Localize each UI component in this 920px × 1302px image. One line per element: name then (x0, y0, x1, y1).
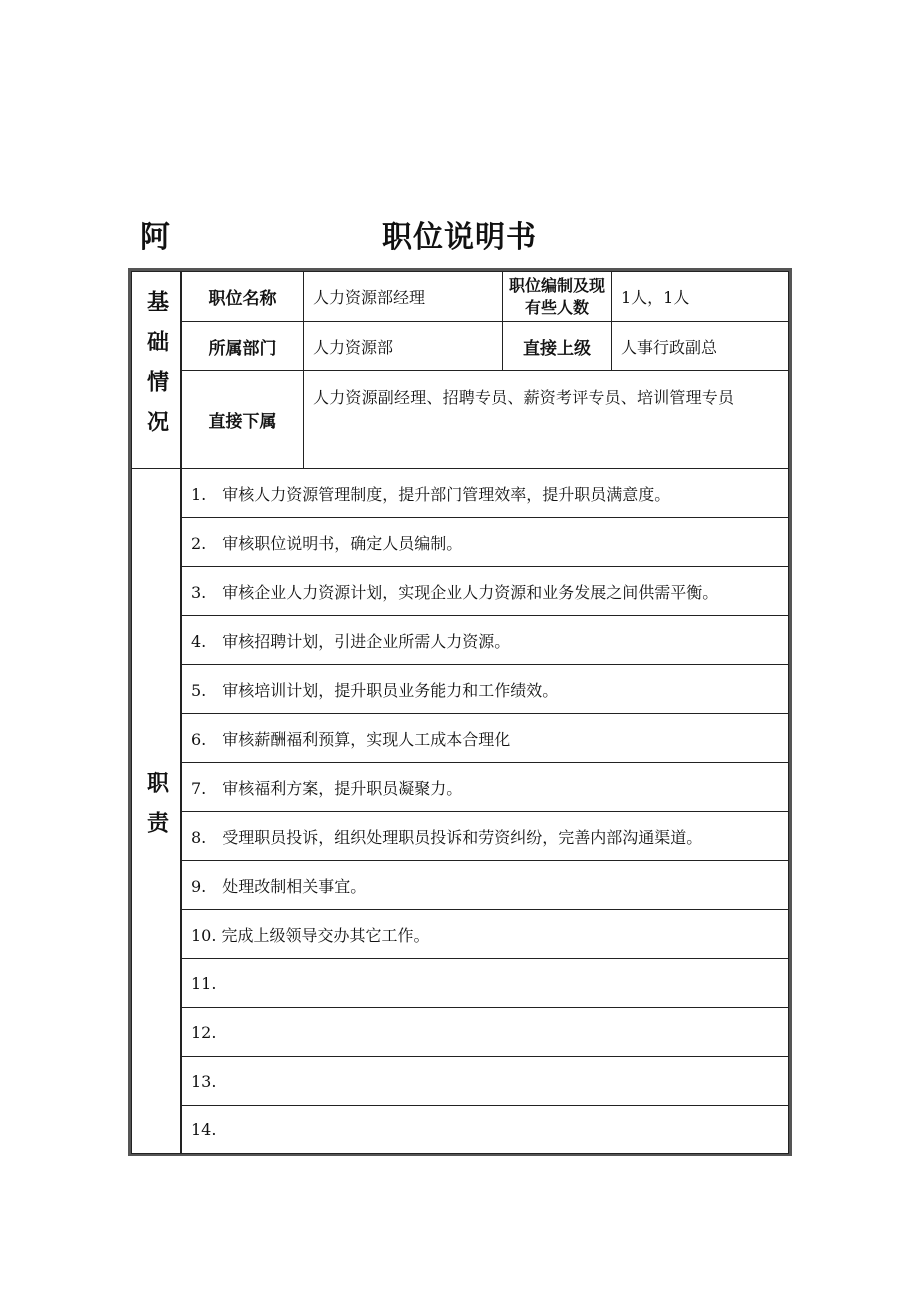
duty-item: 5. 审核培训计划，提升职员业务能力和工作绩效。 (181, 664, 789, 714)
duty-item: 14. (181, 1105, 789, 1154)
duty-item: 12. (181, 1007, 789, 1057)
duty-item: 9. 处理改制相关事宜。 (181, 860, 789, 910)
superior-value: 人事行政副总 (611, 321, 789, 371)
duty-item: 3. 审核企业人力资源计划，实现企业人力资源和业务发展之间供需平衡。 (181, 566, 789, 616)
headcount-value: 1人，1人 (611, 271, 789, 322)
duty-item: 4. 审核招聘计划，引进企业所需人力资源。 (181, 615, 789, 665)
subordinates-value: 人力资源副经理、招聘专员、薪资考评专员、培训管理专员 (303, 370, 789, 469)
basic-section-label: 基础情况 (131, 271, 181, 469)
duty-item: 6. 审核薪酬福利预算，实现人工成本合理化 (181, 713, 789, 763)
duty-item: 13. (181, 1056, 789, 1106)
duty-item: 2. 审核职位说明书，确定人员编制。 (181, 517, 789, 567)
duties-section-label: 职责 (131, 468, 181, 1154)
duty-item: 10. 完成上级领导交办其它工作。 (181, 909, 789, 959)
duty-item: 11. (181, 958, 789, 1008)
duty-item: 1. 审核人力资源管理制度，提升部门管理效率，提升职员满意度。 (181, 468, 789, 518)
headcount-label: 职位编制及现有些人数 (502, 271, 612, 322)
duty-item: 7. 审核福利方案，提升职员凝聚力。 (181, 762, 789, 812)
dept-value: 人力资源部 (303, 321, 503, 371)
superior-label: 直接上级 (502, 321, 612, 371)
position-name-label: 职位名称 (181, 271, 304, 322)
duty-item: 8. 受理职员投诉，组织处理职员投诉和劳资纠纷，完善内部沟通渠道。 (181, 811, 789, 861)
subordinates-label: 直接下属 (181, 370, 304, 469)
header-left-char: 阿 (140, 220, 170, 255)
position-name-value: 人力资源部经理 (303, 271, 503, 322)
dept-label: 所属部门 (181, 321, 304, 371)
page-title: 职位说明书 (382, 220, 537, 255)
